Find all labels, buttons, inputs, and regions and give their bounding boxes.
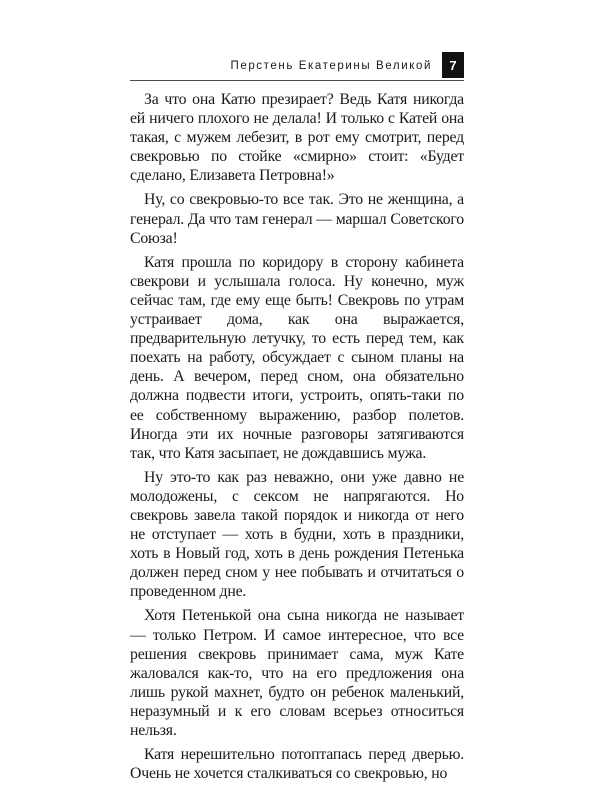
paragraph-5: Хотя Петенькой она сына никогда не называет — только Петром. И самое интересное, что все решения свекровь принимает сама, муж Кате жаловался как-то, что на его предложения она лишь рукой махнет, будто он ребенок маленький, неразумный и к его словам всерьез относиться нельзя. [130,607,464,739]
header-title: Перстень Екатерины Великой [230,60,432,72]
paragraph-4: Ну это-то как раз неважно, они уже давно не молодожены, с сексом не напрягаются. Но свекровь завела такой порядок и никогда от него не отступает — хоть в будни, хоть в праздники, хоть в Новый год, хоть в день рождения Петенька должен перед сном у нее побывать и отчитаться о проведенном дне. [130,468,464,601]
paragraph-6: Катя нерешительно потоптапась перед дверью. Очень не хочется сталкиваться со свекровью, но [130,746,464,783]
paragraph-2: Ну, со свекровью-то все так. Это не женщина, а генерал. Да что там генерал — маршал Советского Союза! [130,191,464,247]
body-text [130,90,464,788]
paragraph-3: Катя прошла по коридору в сторону кабинета свекрови и услышала голоса. Ну конечно, муж сейчас там, где ему еще быть! Свекровь по утрам устраивает дома, как она выражается, предварительную летучку, то есть перед тем, как поехать на работу, обсуждает с сыном планы на день. А вечером, перед сном, она обязательно должна подвести итоги, устроить, опять-таки по ее собственному выражению, разбор полетов. Иногда эти их ночные разговоры затягиваются так, что Катя засыпает, не дождавшись мужа. [130,253,464,462]
running-header [130,52,464,81]
page-number: 7 [442,52,464,78]
paragraph-1: За что она Катю презирает? Ведь Катя никогда ей ничего плохого не делала! И только с Катей она такая, с мужем лебезит, в рот ему смотрит, перед свекровью по стойке «смирно» стоит: «Будет сделано, Елизавета Петровна!» [130,91,464,185]
